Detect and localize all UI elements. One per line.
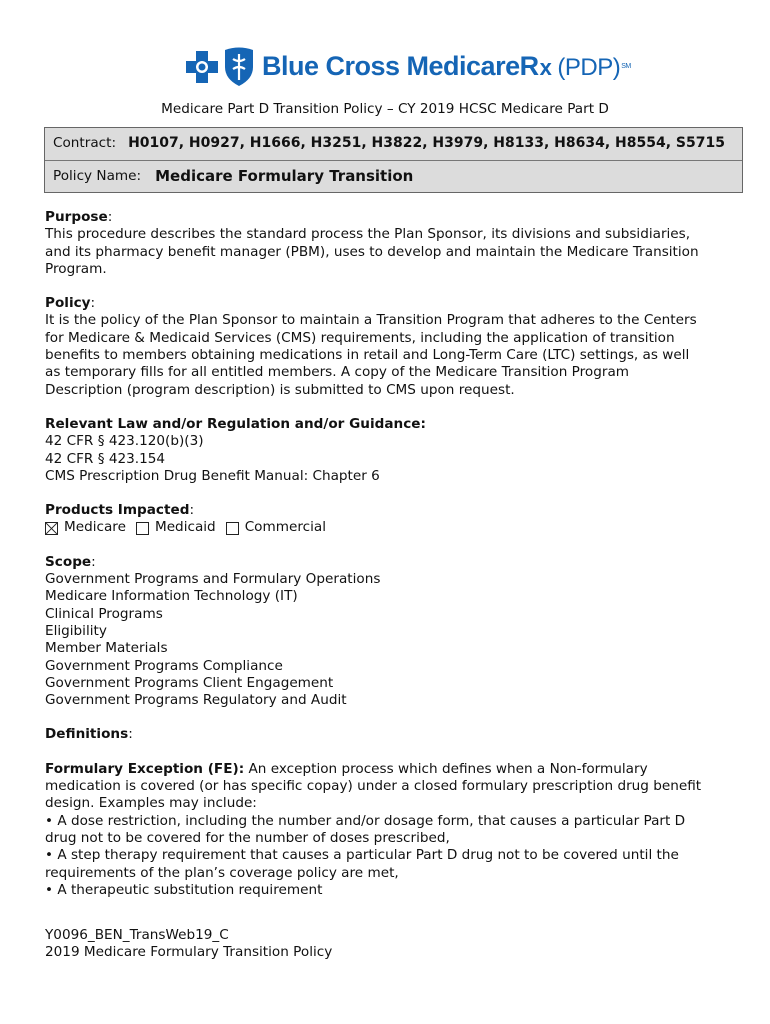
formulary-exception-definition bbox=[45, 761, 735, 899]
fe-line: drug not to be covered for the number of doses prescribed, bbox=[45, 829, 450, 846]
product-label: Medicare bbox=[64, 519, 126, 536]
policy-heading: Policy bbox=[45, 295, 91, 312]
products-section bbox=[45, 502, 735, 537]
scope-heading: Scope bbox=[45, 553, 92, 570]
brand-wordmark bbox=[262, 50, 631, 81]
scope-item: Member Materials bbox=[45, 640, 168, 657]
law-heading: Relevant Law and/or Regulation and/or Guidance: bbox=[45, 415, 426, 432]
scope-item: Government Programs Client Engagement bbox=[45, 674, 334, 691]
policy-line: Description (program description) is submitted to CMS upon request. bbox=[45, 381, 515, 398]
brand-pdp-text: (PDP) bbox=[557, 53, 621, 81]
law-line: 42 CFR § 423.120(b)(3) bbox=[45, 433, 204, 450]
service-mark: SM bbox=[621, 62, 631, 70]
policy-name-label: Policy Name: bbox=[53, 167, 142, 184]
law-line: 42 CFR § 423.154 bbox=[45, 450, 166, 467]
policy-colon: : bbox=[90, 295, 96, 312]
purpose-heading: Purpose bbox=[45, 209, 108, 225]
fe-line: design. Examples may include: bbox=[45, 795, 257, 812]
policy-name-row bbox=[45, 160, 742, 192]
scope-item: Medicare Information Technology (IT) bbox=[45, 588, 298, 605]
products-checklist bbox=[45, 519, 735, 536]
purpose-line: and its pharmacy benefit manager (PBM), uses to develop and maintain the Medicare Transition bbox=[45, 243, 699, 260]
law-section bbox=[45, 416, 735, 485]
scope-item: Government Programs and Formulary Operations bbox=[45, 571, 381, 588]
definitions-section bbox=[45, 726, 735, 743]
unchecked-box-icon bbox=[226, 522, 239, 535]
unchecked-box-icon bbox=[136, 522, 149, 535]
brand-rx-text: x bbox=[539, 54, 552, 80]
blue-cross-medicarerx-logo bbox=[184, 47, 631, 87]
page-footer bbox=[45, 927, 332, 962]
purpose-colon: : bbox=[107, 209, 113, 225]
scope-item: Government Programs Regulatory and Audit bbox=[45, 692, 347, 709]
policy-info-box bbox=[44, 127, 743, 193]
scope-item: Eligibility bbox=[45, 622, 107, 639]
fe-line: • A step therapy requirement that causes a particular Part D drug not to be covered until the bbox=[45, 847, 679, 864]
checked-box-icon bbox=[45, 522, 58, 535]
fe-term: Formulary Exception (FE): bbox=[45, 760, 245, 777]
law-line: CMS Prescription Drug Benefit Manual: Chapter 6 bbox=[45, 467, 380, 484]
products-colon: : bbox=[189, 502, 195, 519]
scope-section bbox=[45, 554, 735, 710]
policy-line: benefits to members obtaining medications in retail and Long-Term Care (LTC) settings, as well bbox=[45, 347, 690, 364]
product-medicaid bbox=[136, 519, 216, 536]
purpose-line: Program. bbox=[45, 260, 107, 277]
policy-line: It is the policy of the Plan Sponsor to maintain a Transition Program that adheres to the Centers bbox=[45, 312, 697, 329]
product-label: Medicaid bbox=[154, 519, 216, 536]
policy-line: as temporary fills for all entitled members. A copy of the Medicare Transition Program bbox=[45, 364, 630, 381]
scope-item: Government Programs Compliance bbox=[45, 657, 283, 674]
blue-shield-icon bbox=[222, 47, 256, 87]
product-commercial bbox=[226, 519, 326, 536]
purpose-line: This procedure describes the standard process the Plan Sponsor, its divisions and subsidiaries, bbox=[45, 226, 691, 243]
definitions-colon: : bbox=[128, 726, 133, 743]
definitions-heading: Definitions bbox=[45, 726, 129, 743]
contract-value: H0107, H0927, H1666, H3251, H3822, H3979, H8133, H8634, H8554, S5715 bbox=[128, 135, 725, 152]
fe-line: • A therapeutic substitution requirement bbox=[45, 881, 323, 898]
document-body bbox=[45, 209, 735, 916]
contract-label: Contract: bbox=[53, 135, 117, 152]
footer-title: 2019 Medicare Formulary Transition Policy bbox=[45, 944, 333, 961]
products-heading: Products Impacted bbox=[45, 502, 190, 519]
purpose-section bbox=[45, 209, 735, 278]
fe-line: • A dose restriction, including the number and/or dosage form, that causes a particular Part D bbox=[45, 812, 686, 829]
document-title: Medicare Part D Transition Policy – CY 2019 HCSC Medicare Part D bbox=[161, 101, 609, 117]
product-label: Commercial bbox=[244, 519, 326, 536]
brand-main-text: Blue Cross MedicareR bbox=[262, 50, 539, 81]
scope-colon: : bbox=[91, 553, 96, 570]
fe-lead: An exception process which defines when a Non-formulary bbox=[244, 760, 648, 777]
product-medicare bbox=[45, 519, 126, 536]
policy-section bbox=[45, 295, 735, 399]
contract-row bbox=[45, 128, 742, 160]
fe-line: medication is covered (or has specific copay) under a closed formulary prescription drug benefit bbox=[45, 778, 702, 795]
footer-code: Y0096_BEN_TransWeb19_C bbox=[45, 927, 229, 943]
blue-cross-icon bbox=[184, 49, 220, 85]
scope-item: Clinical Programs bbox=[45, 605, 163, 622]
policy-line: for Medicare & Medicaid Services (CMS) requirements, including the application of transition bbox=[45, 329, 675, 346]
fe-line: requirements of the plan’s coverage policy are met, bbox=[45, 864, 399, 881]
policy-name-value: Medicare Formulary Transition bbox=[155, 166, 414, 185]
